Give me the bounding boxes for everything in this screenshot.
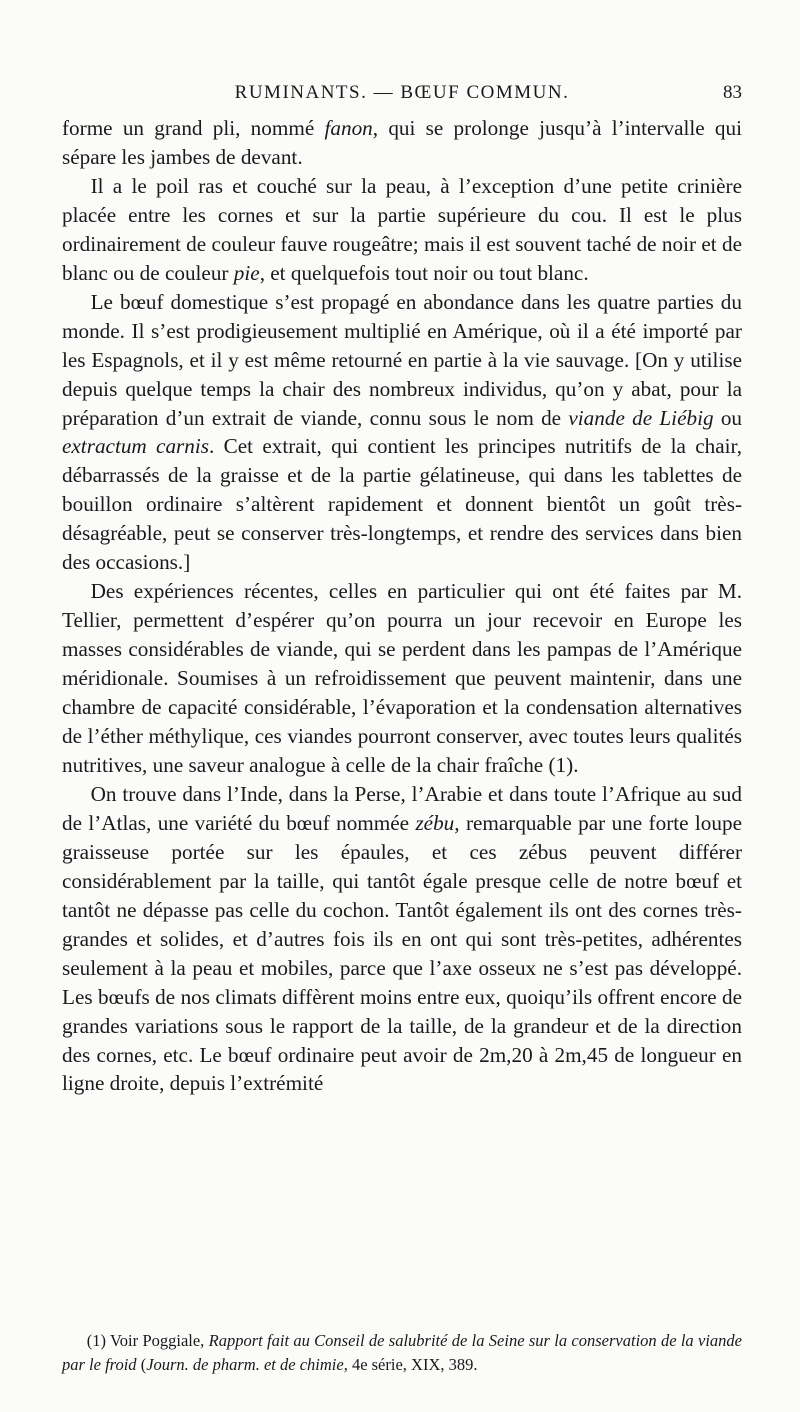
text-run: , et quelquefois tout noir ou tout blanc. (259, 260, 589, 285)
footnote (62, 1329, 742, 1377)
page-header (62, 82, 742, 112)
text-run: , remarquable par une forte loupe graisseuse portée sur les épaules, et ces zébus peuvent différer considérablement par la taille, qui tantôt égale presque celle de notre bœuf et tantôt ne dépasse pas celle du cochon. Tantôt également ils ont des cornes très-grandes et solides, et d’autres fois ils en ont qui sont très-petites, adhérentes seulement à la peau et mobiles, parce que l’axe osseux ne s’est pas développé. Les bœufs de nos climats diffèrent moins entre eux, quoiqu’ils offrent encore de grandes variations sous le rapport de la taille, de la grandeur et de la direction des cornes, etc. Le bœuf ordinaire peut avoir de 2m,20 à 2m,45 de longueur en ligne droite, depuis l’extrémité (62, 810, 742, 1096)
italic-text: pie (233, 260, 260, 285)
paragraph (62, 288, 742, 578)
text-run: , qui se prolonge jusqu’à l’intervalle qui sépare les jambes de devant. (62, 116, 742, 169)
paragraph (62, 114, 742, 172)
text-run: forme un grand pli, nommé (62, 116, 325, 140)
body-text (62, 114, 742, 1098)
text-run: Des expériences récentes, celles en particulier qui ont été faites par M. Tellier, permettent d’espérer qu’on pourra un jour recevoir en Europe les masses considérables de viande, qui se perdent dans les pampas de l’Amérique méridionale. Soumises à un refroidissement que peuvent maintenir, dans une chambre de capacité considérable, l’évaporation et la condensation alternatives de l’éther méthylique, ces viandes pourront conserver, avec toutes leurs qualités nutritives, une saveur analogue à celle de la chair fraîche (1). (62, 579, 742, 777)
paragraph (62, 577, 742, 780)
text-run: . Cet extrait, qui contient les principes nutritifs de la chair, débarrassés de la graisse et de la partie gélatineuse, qui dans les tablettes de bouillon ordinaire s’altèrent rapidement et donnent bientôt un goût très-désagréable, peut se conserver très-longtemps, et rendre des services dans bien des occasions.] (62, 434, 742, 575)
italic-text: fanon (324, 116, 373, 140)
paragraph (62, 172, 742, 288)
italic-text: extractum carnis (62, 434, 210, 459)
italic-text: Rapport fait au Conseil de salubrité de la Seine sur la conservation de la viande par le froid (62, 1331, 742, 1374)
italic-text: zébu (415, 810, 455, 835)
text-run: Il a le poil ras et couché sur la peau, à l’exception d’une petite crinière placée entre les cornes et sur la partie supérieure du cou. Il est le plus ordinairement de couleur fauve rougeâtre; mais il est souvent taché de noir et de blanc ou de couleur (62, 173, 742, 285)
text-run: , 4e série, XIX, 389. (343, 1355, 478, 1374)
page-number: 83 (723, 82, 742, 103)
paragraph (62, 780, 742, 1098)
text-run: On trouve dans l’Inde, dans la Perse, l’Arabie et dans toute l’Afrique au sud de l’Atlas, une variété du bœuf nommée (62, 781, 742, 835)
text-run: (1) Voir Poggiale, (86, 1331, 209, 1350)
italic-text: viande de Liébig (568, 405, 714, 430)
text-run: ( (136, 1355, 147, 1374)
running-title: RUMINANTS. — BŒUF COMMUN. (234, 82, 570, 103)
text-run: ou (713, 405, 743, 430)
text-run: Le bœuf domestique s’est propagé en abondance dans les quatre parties du monde. Il s’est prodigieusement multiplié en Amérique, où il a été importé par les Espagnols, et il y est même retourné en partie à la vie sauvage. [On y utilise depuis quelque temps la chair des nombreux individus, qu’on y abat, pour la préparation d’un extrait de viande, connu sous le nom de (62, 289, 742, 430)
italic-text: Journ. de pharm. et de chimie (146, 1355, 344, 1374)
